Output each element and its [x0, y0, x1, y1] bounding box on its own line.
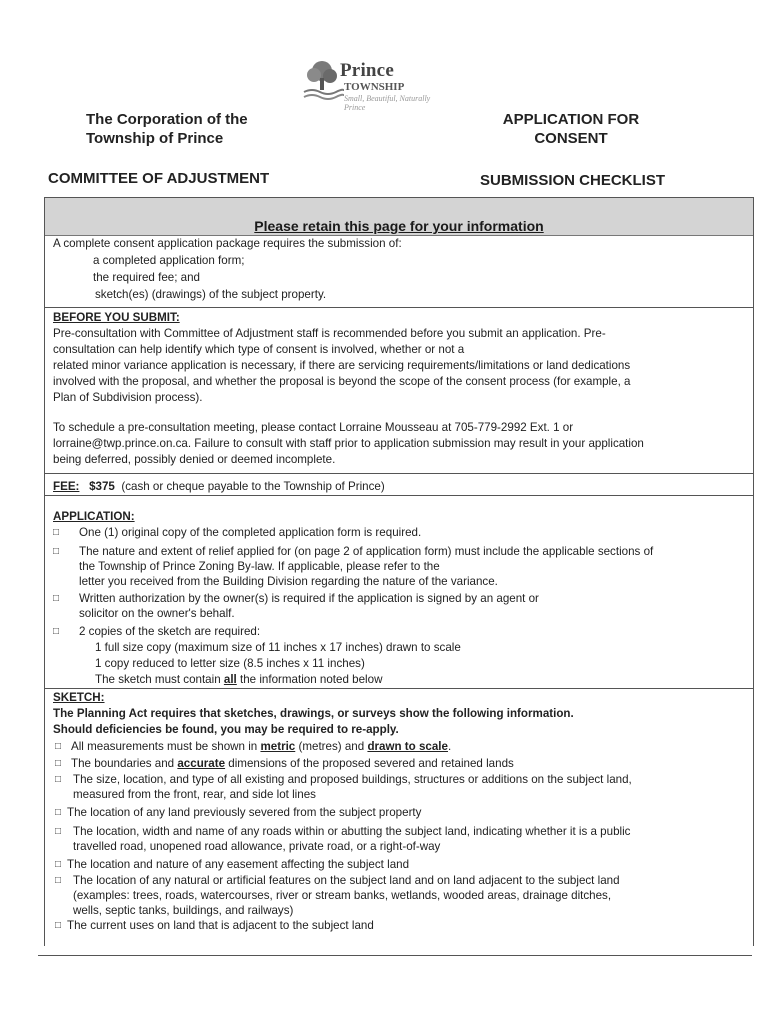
before-heading: BEFORE YOU SUBMIT:	[53, 311, 180, 324]
retain-banner-text: Please retain this page for your information	[254, 218, 544, 234]
bottom-rule	[38, 955, 752, 956]
application-line: The nature and extent of relief applied for (on page 2 of application form) must include the applicable sections of	[79, 545, 654, 558]
committee-title: COMMITTEE OF ADJUSTMENT	[48, 170, 270, 187]
intro-lead: A complete consent application package requires the submission of:	[53, 237, 402, 250]
checkbox[interactable]: □	[55, 774, 62, 785]
sketch-line: measured from the front, rear, and side lot lines	[73, 788, 316, 801]
application-heading: APPLICATION:	[53, 510, 135, 523]
measurement-line: All measurements must be shown in metric (metres) and drawn to scale.	[71, 740, 452, 753]
sketch-requirement: The Planning Act requires that sketches, drawings, or surveys show the following information.	[53, 707, 574, 720]
before-line: involved with the proposal, and whether the proposal is beyond the scope of the consent process (for example, a	[53, 375, 631, 388]
sketch-line: travelled road, unopened road allowance, private road, or a right-of-way	[73, 840, 441, 853]
contact-line: lorraine@twp.prince.on.ca. Failure to consult with staff prior to application submission may result in your application	[53, 437, 644, 450]
before-line: Plan of Subdivision process).	[53, 391, 203, 404]
sketch-line: The location of any natural or artificial features on the subject land and on land adjacent to the subject land	[73, 874, 620, 887]
retain-banner	[45, 198, 753, 236]
sketch-requirement: Should deficiencies be found, you may be required to re-apply.	[53, 723, 399, 736]
checkbox[interactable]: □	[55, 859, 62, 870]
org-line-1: The Corporation of the	[86, 111, 248, 128]
sketch-line: The size, location, and type of all existing and proposed buildings, structures or additions on the subject land,	[73, 773, 632, 786]
application-line: 1 copy reduced to letter size (8.5 inches x 11 inches)	[95, 657, 365, 670]
checkbox[interactable]: □	[55, 741, 62, 752]
sketch-line: The location and nature of any easement affecting the subject land	[67, 858, 410, 871]
divider	[45, 688, 753, 689]
app-title-line-2: CONSENT	[534, 130, 608, 147]
fee-line	[53, 479, 385, 495]
sketch-line: The location, width and name of any roads within or abutting the subject land, indicating whether it is a public	[73, 825, 631, 838]
application-line: One (1) original copy of the completed application form is required.	[79, 526, 422, 539]
checkbox[interactable]: □	[55, 875, 62, 886]
all-emphasis: all	[223, 673, 237, 686]
checklist-box	[44, 197, 754, 946]
application-line: solicitor on the owner's behalf.	[79, 607, 235, 620]
checkbox[interactable]: □	[55, 826, 62, 837]
intro-item: a completed application form;	[93, 254, 245, 267]
township-logo	[300, 54, 450, 112]
fee-note: (cash or cheque payable to the Township of Prince)	[121, 480, 385, 493]
before-line: Pre-consultation with Committee of Adjustment staff is recommended before you submit an application. Pre-	[53, 327, 606, 340]
checkbox[interactable]: □	[53, 626, 60, 637]
sketch-line: The location of any land previously severed from the subject property	[67, 806, 422, 819]
application-title	[496, 110, 646, 148]
intro-item: the required fee; and	[93, 271, 200, 284]
sketch-heading: SKETCH:	[53, 691, 105, 704]
divider	[45, 307, 753, 308]
checklist-title: SUBMISSION CHECKLIST	[480, 172, 666, 189]
application-line: letter you received from the Building Division regarding the nature of the variance.	[79, 575, 498, 588]
tree-emblem-icon	[302, 58, 344, 102]
application-line: the Township of Prince Zoning By-law. If applicable, please refer to the	[79, 560, 440, 573]
checkbox[interactable]: □	[53, 593, 60, 604]
logo-sub: TOWNSHIP	[344, 81, 405, 93]
sketch-line: wells, septic tanks, buildings, and railways)	[73, 904, 294, 917]
contact-line: being deferred, possibly denied or deemed incomplete.	[53, 453, 336, 466]
contact-line: To schedule a pre-consultation meeting, please contact Lorraine Mousseau at 705-779-2992 Ext. 1 or	[53, 421, 574, 434]
fee-amount: $375	[89, 480, 115, 493]
logo-name: Prince	[340, 60, 394, 81]
fee-label: FEE:	[53, 480, 80, 493]
intro-item: sketch(es) (drawings) of the subject property.	[95, 288, 327, 301]
application-line: 2 copies of the sketch are required:	[79, 625, 261, 638]
checkbox[interactable]: □	[55, 758, 62, 769]
before-line: consultation can help identify which type of consent is involved, whether or not a	[53, 343, 465, 356]
before-line: related minor variance application is necessary, if there are servicing requirements/limitations or land dedications	[53, 359, 631, 372]
checkbox[interactable]: □	[53, 546, 60, 557]
boundaries-line: The boundaries and accurate dimensions of the proposed severed and retained lands	[71, 757, 514, 770]
application-line: 1 full size copy (maximum size of 11 inches x 17 inches) drawn to scale	[95, 641, 461, 654]
divider	[45, 473, 753, 474]
sketch-line: The current uses on land that is adjacent to the subject land	[67, 919, 374, 932]
app-title-line-1: APPLICATION FOR	[502, 111, 640, 128]
sketch-must-line: The sketch must contain all the information noted below	[95, 673, 383, 686]
application-line: Written authorization by the owner(s) is required if the application is signed by an agent or	[79, 592, 539, 605]
organization-name	[86, 110, 248, 148]
sketch-line: (examples: trees, roads, watercourses, river or stream banks, wetlands, wooded areas, drainage ditches,	[73, 889, 612, 902]
checkbox[interactable]: □	[53, 527, 60, 538]
logo-tagline: Small, Beautiful, Naturally Prince	[344, 94, 431, 112]
checkbox[interactable]: □	[55, 920, 62, 931]
checkbox[interactable]: □	[55, 807, 62, 818]
org-line-2: Township of Prince	[86, 130, 224, 147]
divider	[45, 495, 753, 496]
